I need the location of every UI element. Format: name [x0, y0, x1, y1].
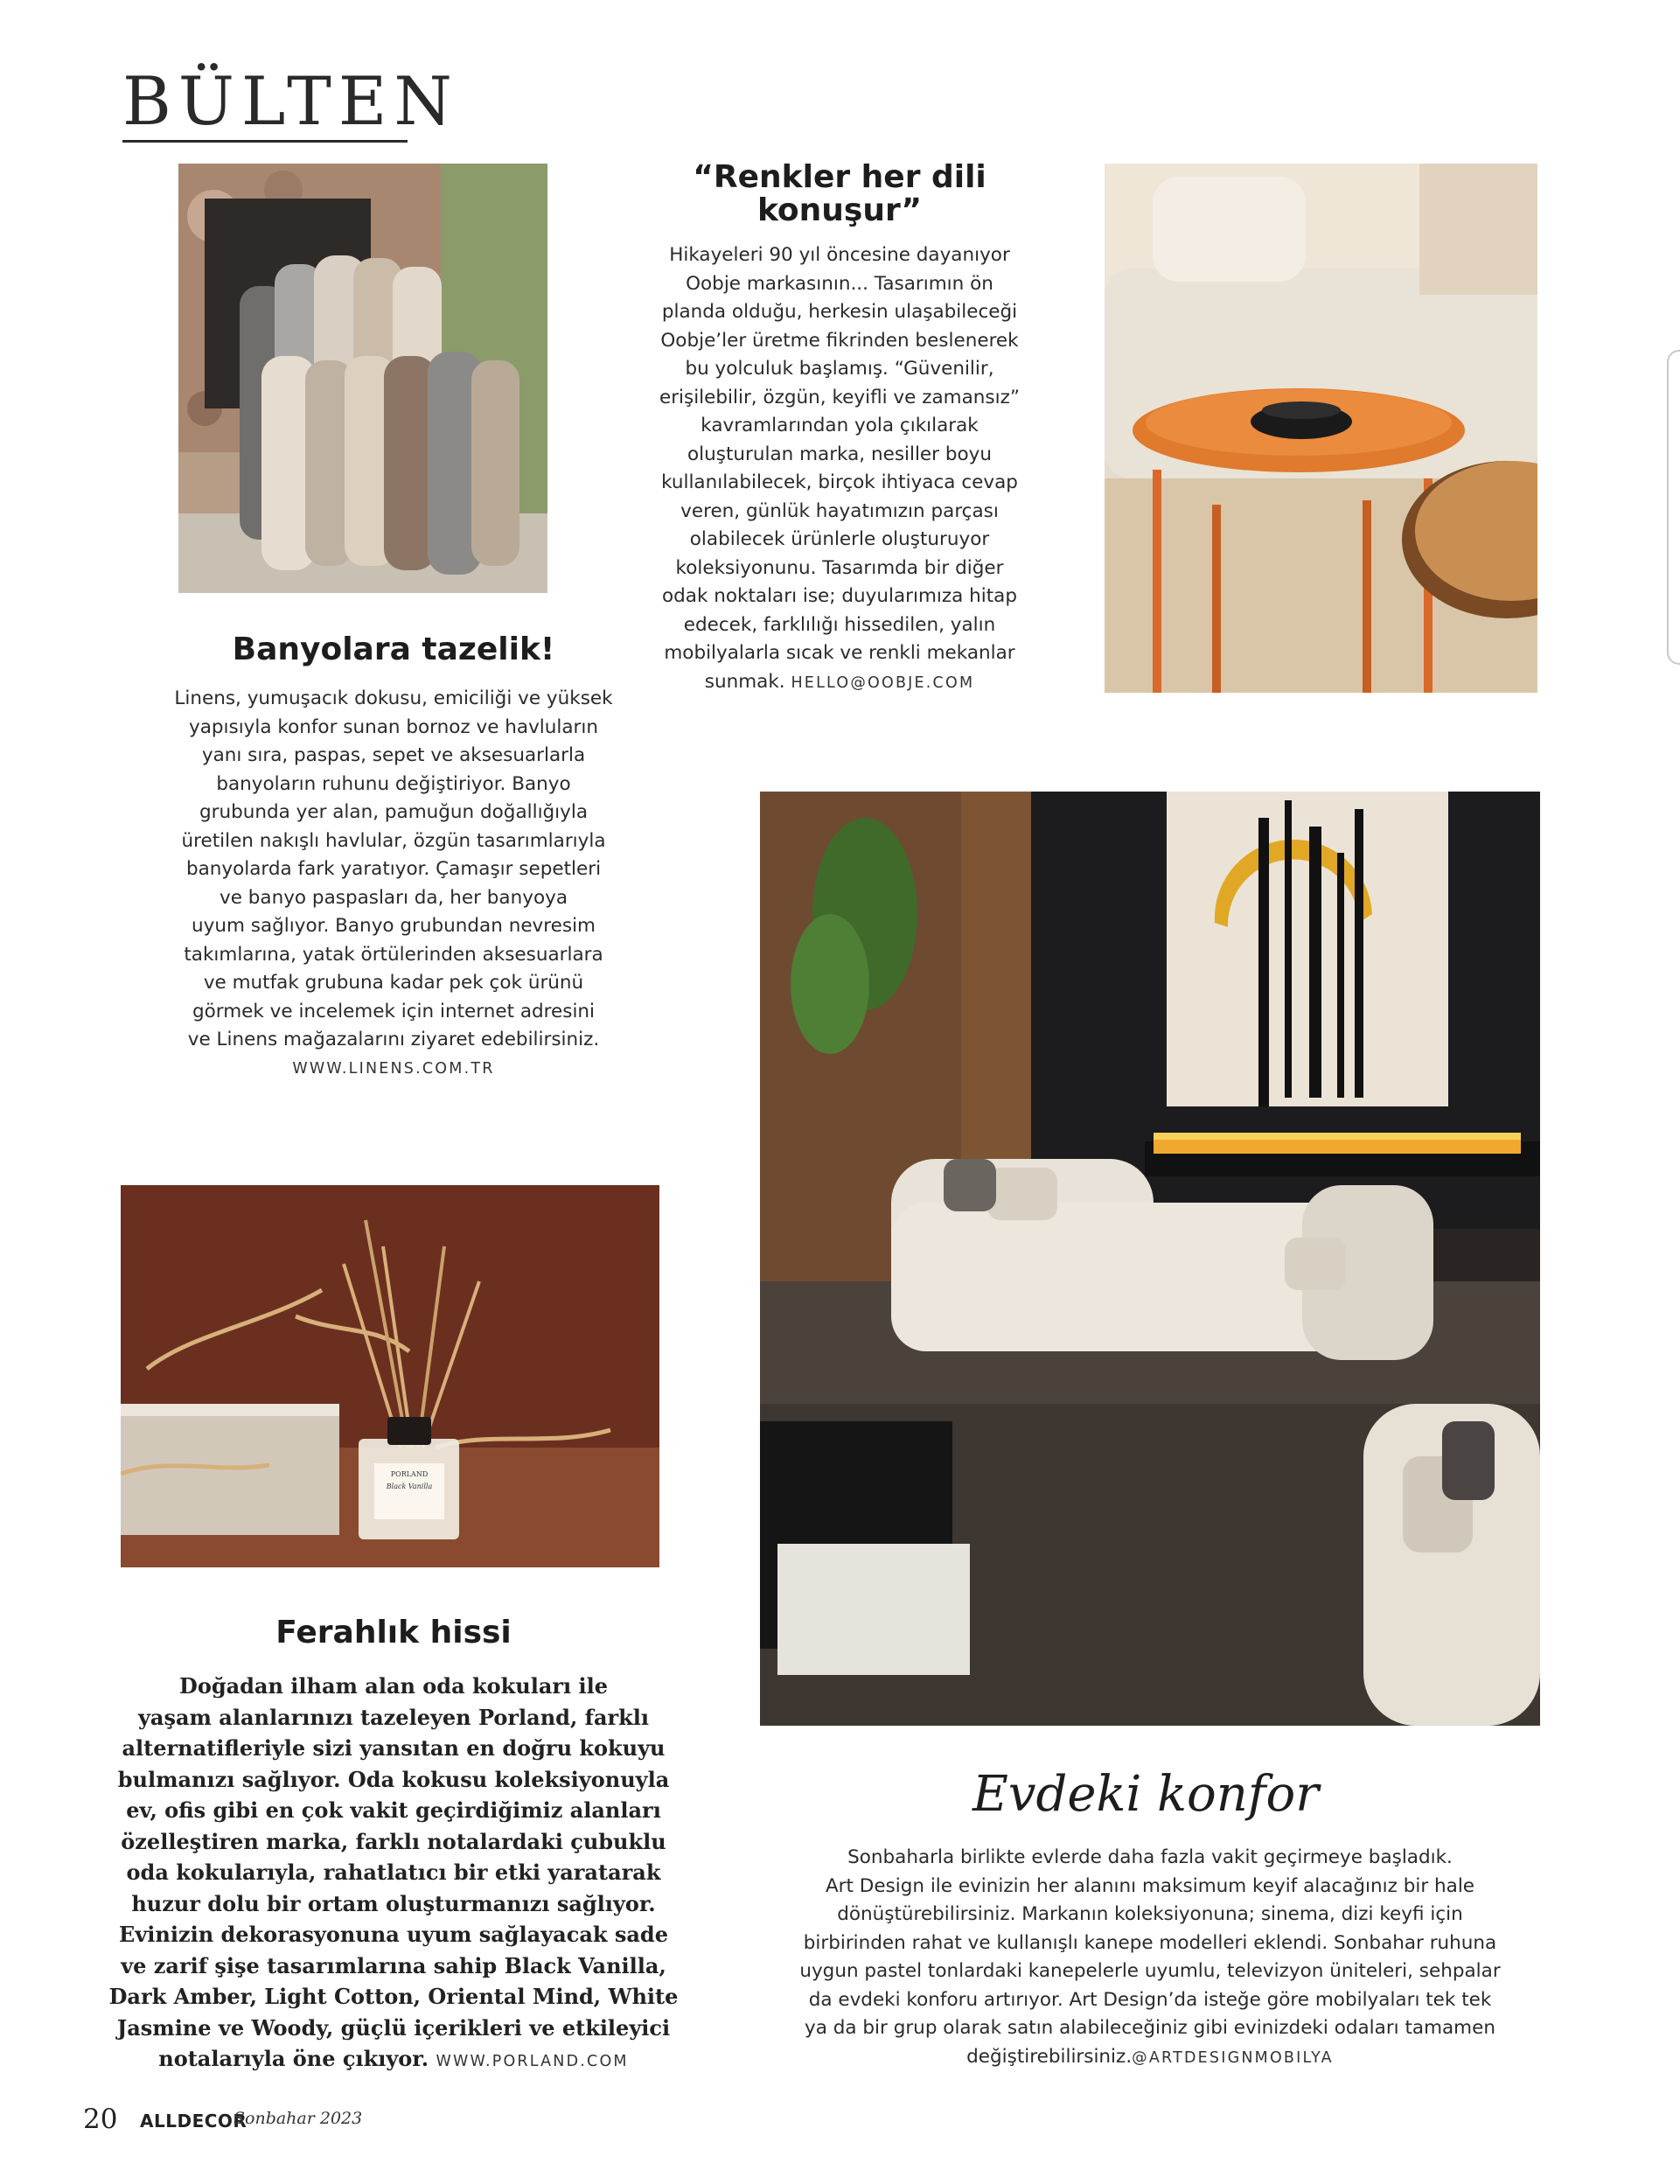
text-line: huzur dolu bir ortam oluşturmanızı sağlıyor. [131, 1890, 656, 1916]
text-line: yanı sıra, paspas, sepet ve aksesuarlarla [201, 744, 586, 766]
text-line: planda olduğu, herkesin ulaşabileceği [661, 301, 1018, 323]
text-line: Hikayeleri 90 yıl öncesine dayanıyor [669, 244, 1010, 266]
text-line: ve banyo paspasları da, her banyoya [219, 886, 568, 909]
ferahlik-last-line: notalarıyla öne çıkıyor. [158, 2046, 429, 2071]
text-line: odak noktaları ise; duyularımıza hitap [661, 585, 1018, 607]
artdesign-handle: @ARTDESIGNMOBILYA [1132, 2048, 1334, 2067]
text-line [603, 668, 1076, 698]
text-line: yaşam alanlarınızı tazeleyen Porland, farklı [137, 1704, 650, 1730]
page-number: 20 [83, 2104, 118, 2135]
text-line: dönüştürebilirsiniz. Markanın koleksiyonuna; sinema, dizi keyfi için [837, 1903, 1463, 1925]
text-line: Linens, yumuşacık dokusu, emiciliği ve yüksek [174, 687, 613, 709]
evdeki-body [748, 1844, 1552, 2072]
text-line: alternatifleriyle sizi yansıtan en doğru kokuyu [122, 1735, 666, 1761]
text-line: banyolarda fark yaratıyor. Çamaşır sepetleri [185, 858, 602, 880]
text-line: özelleştiren marka, farklı notalardaki çubuklu [121, 1828, 666, 1854]
oobje-email: HELLO@OOBJE.COM [791, 673, 975, 692]
text-line: da evdeki konforu artırıyor. Art Design’da isteğe göre mobilyaları tek tek [808, 1988, 1492, 2011]
renkler-title-line2: konuşur” [756, 192, 923, 228]
text-line: bu yolculuk başlamış. “Güvenilir, [685, 358, 994, 380]
text-line: ve zarif şişe tasarımlarına sahip Black Vanilla, [121, 1952, 666, 1978]
text-line: görmek ve incelemek için internet adresini [192, 1000, 596, 1022]
ferahlik-body [105, 1671, 682, 2078]
text-line: Evinizin dekorasyonuna uyum sağlayacak sade [119, 1922, 668, 1947]
text-line: bulmanızı sağlıyor. Oda kokusu koleksiyonuyla [117, 1766, 670, 1792]
text-line: oda kokularıyla, rahatlatıcı bir etki yaratarak [126, 1860, 661, 1885]
text-line: Oobje’ler üretme fikrinden beslenerek [660, 329, 1019, 352]
section-title: BÜLTEN [122, 62, 459, 140]
renkler-title-line1: “Renkler her dili [693, 159, 986, 195]
text-line: ve Linens mağazalarını ziyaret edebilirsiniz. [187, 1029, 600, 1050]
text-line [748, 2043, 1552, 2073]
text-line: ve mutfak grubuna kadar pek çok ürünü [203, 972, 584, 994]
bottle-label-scent: Black Vanilla [386, 1483, 433, 1490]
text-line: veren, günlük hayatımızın parçası [680, 499, 999, 522]
text-line: takımlarına, yatak örtülerinden aksesuarlara [184, 943, 603, 966]
page-edge-tab [1667, 350, 1680, 665]
text-line: üretilen nakışlı havlular, özgün tasarımlarıyla [181, 829, 606, 852]
text-line: Sonbaharla birlikte evlerde daha fazla vakit geçirmeye başladık. [847, 1846, 1453, 1868]
renkler-body [603, 241, 1076, 697]
text-line: Doğadan ilham alan oda kokuları ile [179, 1673, 608, 1699]
text-line: Oobje markasının... Tasarımın ön [686, 272, 993, 295]
section-title-underline [122, 140, 408, 143]
issue-label: Sonbahar 2023 [234, 2109, 363, 2128]
text-line: ev, ofis gibi en çok vakit geçirdiğimiz alanları [126, 1797, 661, 1823]
evdeki-last-line: değiştirebilirsiniz. [966, 2045, 1133, 2068]
text-line: birbirinden rahat ve kullanışlı kanepe modelleri eklendi. Sonbahar ruhuna [803, 1931, 1497, 1954]
text-line [105, 2043, 682, 2078]
text-line: edecek, farklılığı hissedilen, yalın [683, 613, 996, 636]
text-line: banyoların ruhunu değiştiriyor. Banyo [216, 772, 571, 795]
text-line: koleksiyonunu. Tasarımda bir diğer [675, 556, 1004, 579]
renkler-title [647, 161, 1032, 227]
living-room-photo [760, 792, 1540, 1726]
porland-url: WWW.PORLAND.COM [436, 2053, 629, 2070]
text-line: Art Design ile evinizin her alanını maksimum keyif alacağınız bir hale [825, 1874, 1475, 1897]
text-line: Jasmine ve Woody, güçlü içerikleri ve etkileyici [116, 2014, 671, 2041]
evdeki-title: Evdeki konfor [972, 1766, 1320, 1823]
magazine-brand: ALLDECOR [140, 2111, 247, 2132]
diffuser-photo [121, 1185, 659, 1567]
text-line: yapısıyla konfor sunan bornoz ve havluların [188, 715, 598, 738]
banyolara-body [96, 685, 691, 1083]
towels-photo [178, 164, 547, 593]
text-line: uyum sağlıyor. Banyo grubundan nevresim [192, 915, 596, 937]
text-line: olabilecek ürünlerle oluşturuyor [689, 528, 990, 550]
bottle-label-brand: PORLAND [390, 1470, 429, 1478]
banyolara-title: Banyolara tazelik! [232, 631, 555, 667]
renkler-last-line: sunmak. [704, 670, 785, 693]
ferahlik-title: Ferahlık hissi [275, 1615, 512, 1650]
text-line: oluşturulan marka, nesiller boyu [687, 443, 992, 465]
text-line: mobilyalarla sıcak ve renkli mekanlar [664, 642, 1015, 664]
text-line: kullanılabilecek, birçok ihtiyaca cevap [661, 471, 1018, 493]
text-line: ya da bir grup olarak satın alabileceğiniz gibi evinizdeki odaları tamamen [805, 2017, 1495, 2039]
linens-url: WWW.LINENS.COM.TR [292, 1059, 495, 1078]
text-line: grubunda yer alan, pamuğun doğallığıyla [199, 801, 589, 823]
text-line: Dark Amber, Light Cotton, Oriental Mind, White [108, 1984, 679, 2009]
orange-table-photo [1105, 164, 1537, 693]
text-line: erişilebilir, özgün, keyifli ve zamansız” [659, 386, 1021, 408]
text-line: uygun pastel tonlardaki kanepelerle uyumlu, televizyon üniteleri, sehpalar [799, 1960, 1501, 1982]
text-line: kavramlarından yola çıkılarak [701, 415, 979, 436]
